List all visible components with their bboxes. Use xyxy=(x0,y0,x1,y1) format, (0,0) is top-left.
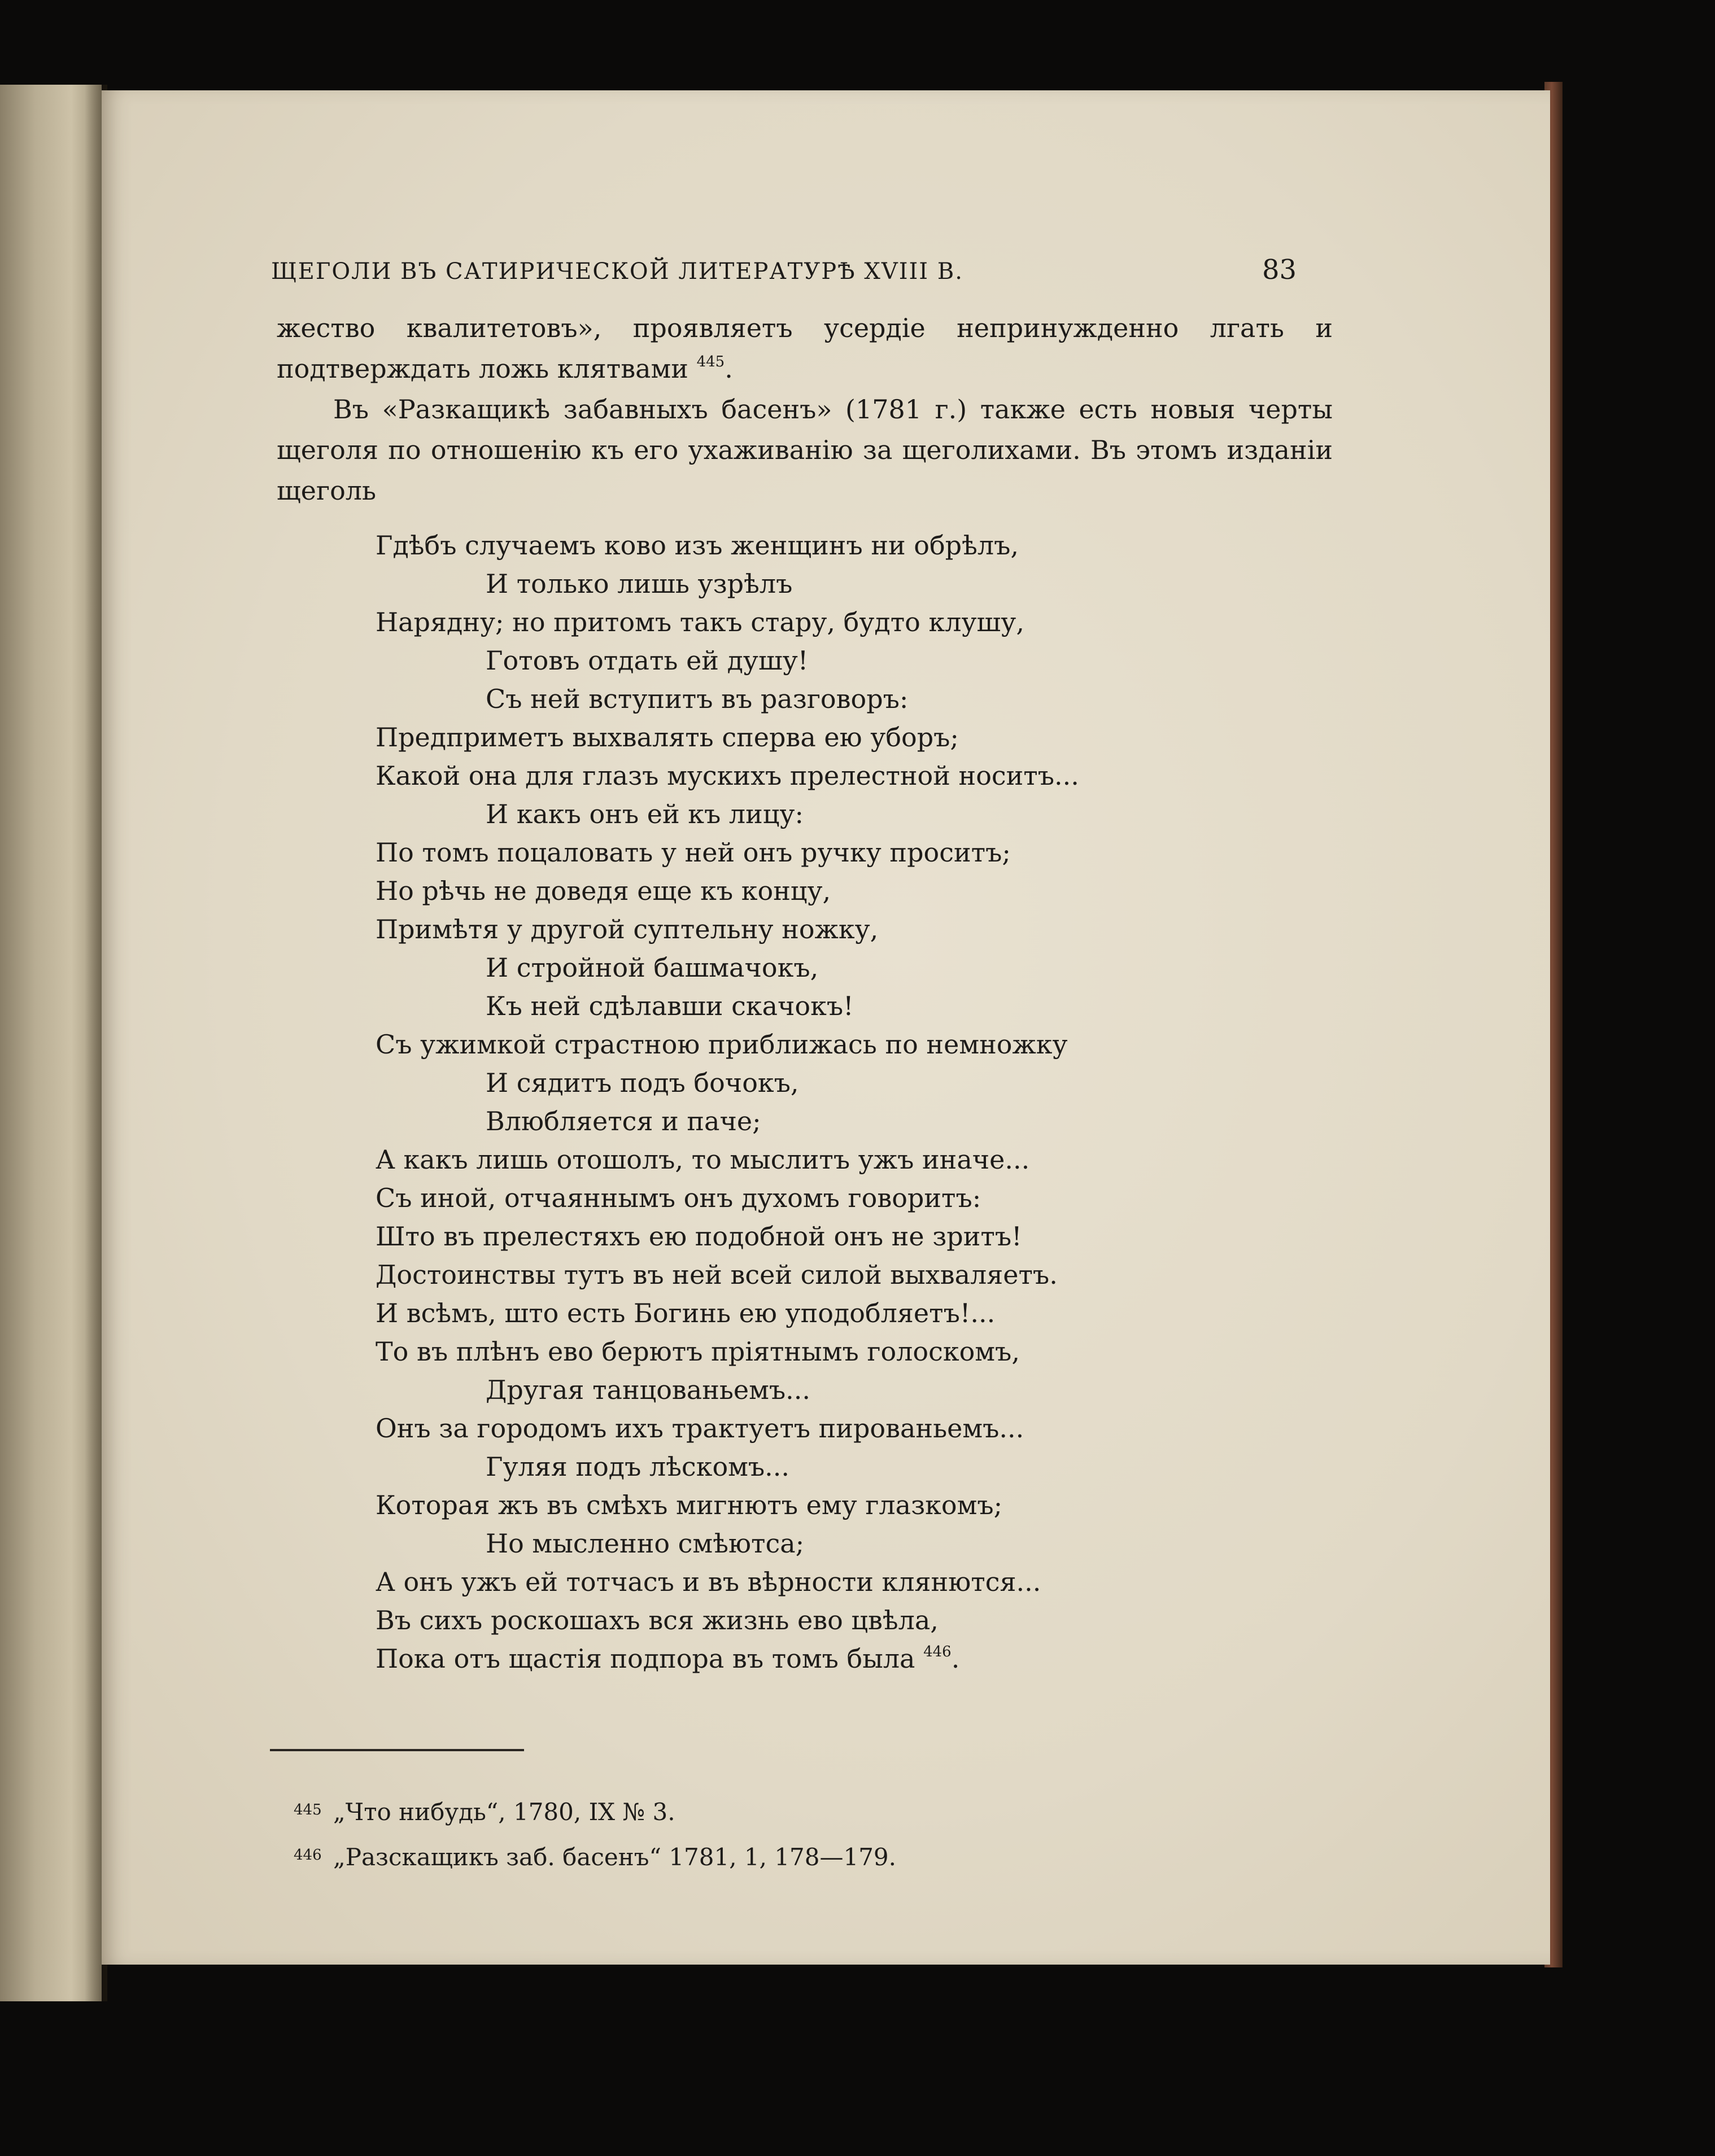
verse-line-text: А онъ ужъ ей тотчасъ и въ вѣрности клянются... xyxy=(376,1567,1041,1597)
verse-line-text: Нарядну; но притомъ такъ стару, будто клушу, xyxy=(376,607,1024,637)
verse-line xyxy=(376,603,1079,641)
verse-line xyxy=(376,1294,1079,1332)
verse-line-text: И какъ онъ ей къ лицу: xyxy=(486,799,804,829)
verse-line xyxy=(376,680,1079,718)
verse-line-text: Достоинствы тутъ въ ней всей силой выхваляетъ. xyxy=(376,1260,1058,1290)
page-number: 83 xyxy=(1262,254,1297,286)
paragraph-1-text: жество квалитетовъ», проявляетъ усердіе непринужденно лгать и подтверждать ложь клятвами xyxy=(277,313,1333,384)
footnote xyxy=(294,1790,896,1835)
verse-line xyxy=(376,872,1079,910)
verse-line xyxy=(376,910,1079,948)
verse-line xyxy=(376,1524,1079,1563)
verse-line-text: И всѣмъ, што есть Богинь ею уподобляетъ!... xyxy=(376,1298,996,1328)
paragraph-1-end: . xyxy=(725,353,733,384)
verse-line-text: Примѣтя у другой суптельну ножку, xyxy=(376,914,879,944)
verse-line xyxy=(376,1025,1079,1064)
footnotes xyxy=(294,1790,897,1880)
verse-line xyxy=(376,1639,1079,1678)
footnote-ref-445: 445 xyxy=(696,353,725,370)
verse-line xyxy=(376,1102,1079,1140)
verse-line xyxy=(376,948,1079,987)
verse-line-text: Въ сихъ роскошахъ вся жизнь ево цвѣла, xyxy=(376,1605,939,1635)
footnote-number: 445 xyxy=(294,1801,322,1818)
verse-line-text: Предприметъ выхвалять сперва ею уборъ; xyxy=(376,722,959,753)
verse-line-text: Што въ прелестяхъ ею подобной онъ не зритъ! xyxy=(376,1221,1022,1252)
verse-line xyxy=(376,1064,1079,1102)
verse-line xyxy=(376,1256,1079,1294)
body-text xyxy=(277,308,1333,511)
verse-line xyxy=(376,526,1079,565)
verse-line xyxy=(376,1563,1079,1601)
verse-line xyxy=(376,1447,1079,1486)
verse-line xyxy=(376,1486,1079,1524)
verse-line xyxy=(376,987,1079,1025)
verse-line-text: Другая танцованьемъ... xyxy=(486,1375,811,1405)
verse-line-text: Пока отъ щастія подпора въ томъ была xyxy=(376,1643,915,1674)
verse-line-text: Съ ужимкой страстною приближась по немножку xyxy=(376,1029,1068,1060)
verse-line-text: Но рѣчь не доведя еще къ концу, xyxy=(376,876,831,906)
footnote xyxy=(294,1835,897,1880)
verse-line xyxy=(376,1179,1079,1217)
verse-line xyxy=(376,1140,1079,1179)
verse-line-text: Готовъ отдать ей душу! xyxy=(486,645,809,676)
running-title: ЩЕГОЛИ ВЪ САТИРИЧЕСКОЙ ЛИТЕРАТУРѢ XVIII В. xyxy=(271,259,963,285)
verse-line-text: Съ ней вступитъ въ разговоръ: xyxy=(486,684,909,714)
verse-line xyxy=(376,1601,1079,1639)
footnote-number: 446 xyxy=(294,1847,322,1864)
footnote-rule xyxy=(270,1749,524,1751)
verse-line-text: Но мысленно смѣютса; xyxy=(486,1528,805,1559)
verse-line-text: И сядитъ подъ бочокъ, xyxy=(486,1068,799,1098)
verse-line-end: . xyxy=(951,1643,960,1674)
verse-line-text: И стройной башмачокъ, xyxy=(486,952,819,983)
verse-line xyxy=(376,565,1079,603)
verse-line-text: Гдѣбъ случаемъ ково изъ женщинъ ни обрѣлъ, xyxy=(376,530,1019,561)
verse-line-text: Онъ за городомъ ихъ трактуетъ пированьемъ... xyxy=(376,1413,1024,1444)
verse-line-text: Къ ней сдѣлавши скачокъ! xyxy=(486,991,854,1021)
verse-line xyxy=(376,1332,1079,1371)
verse-line-text: Какой она для глазъ мускихъ прелестной носитъ... xyxy=(376,760,1079,791)
paragraph-1 xyxy=(277,308,1333,389)
footnote-text: „Что нибудь“, 1780, IX № 3. xyxy=(333,1798,675,1826)
verse-line-text: Которая жъ въ смѣхъ мигнютъ ему глазкомъ; xyxy=(376,1490,1003,1520)
verse-line-text: Гуляя подъ лѣскомъ... xyxy=(486,1451,790,1482)
verse-line xyxy=(376,833,1079,872)
verse-line xyxy=(376,1409,1079,1447)
verse-line-text: То въ плѣнъ ево берютъ пріятнымъ голоскомъ, xyxy=(376,1336,1020,1367)
footnote-ref-446: 446 xyxy=(923,1643,952,1660)
verse-line xyxy=(376,756,1079,795)
verse-line xyxy=(376,1371,1079,1409)
verse-line-text: А какъ лишь отошолъ, то мыслитъ ужъ иначе... xyxy=(376,1144,1030,1175)
verse-line-text: По томъ поцаловать у ней онъ ручку проситъ; xyxy=(376,837,1011,868)
verse-block xyxy=(376,526,1079,1678)
verse-line xyxy=(376,795,1079,833)
paragraph-2: Въ «Разкащикѣ забавныхъ басенъ» (1781 г.) также есть новыя черты щеголя по отношенію къ его ухаживанію за щеголихами. Въ этомъ изданіи щеголь xyxy=(277,394,1333,506)
verse-line xyxy=(376,718,1079,756)
verse-line-text: И только лишь узрѣлъ xyxy=(486,568,793,599)
verse-line-text: Съ иной, отчаяннымъ онъ духомъ говоритъ: xyxy=(376,1183,981,1213)
verse-line xyxy=(376,1217,1079,1256)
verse-line xyxy=(376,641,1079,680)
verse-line-text: Влюбляется и паче; xyxy=(486,1106,761,1136)
footnote-text: „Разскащикъ заб. басенъ“ 1781, 1, 178—179. xyxy=(333,1843,897,1871)
book-page xyxy=(102,90,1550,1965)
